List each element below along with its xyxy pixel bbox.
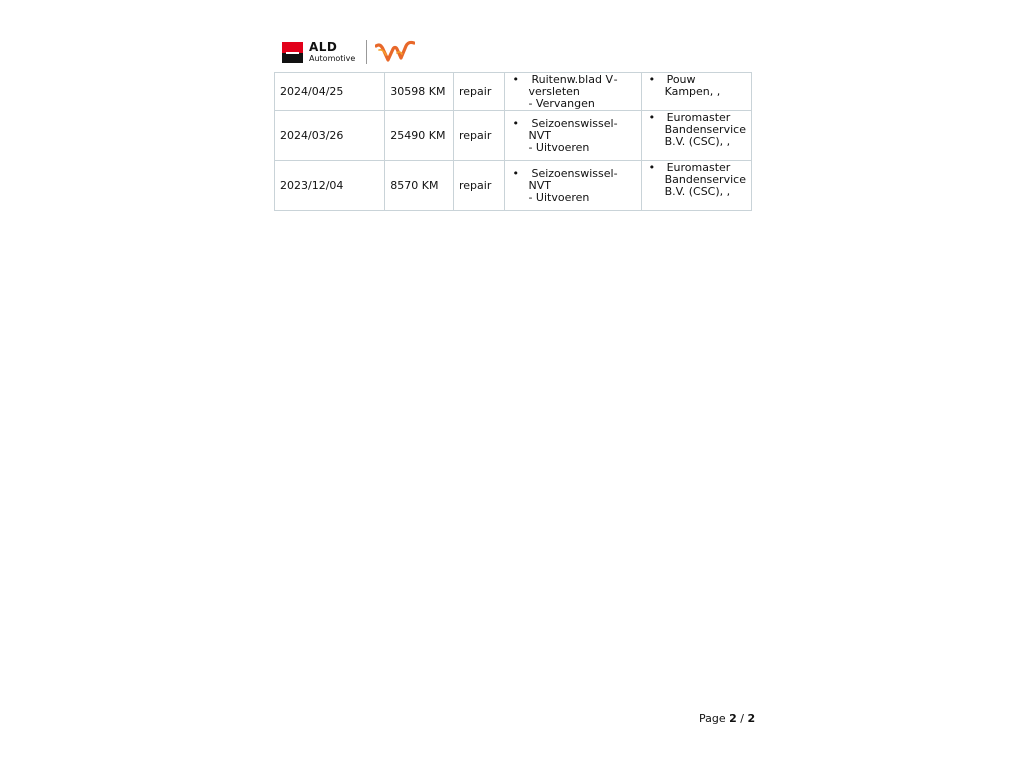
bullet-icon: • [648,111,656,124]
mileage-cell: 30598 KM [385,73,454,111]
maintenance-history-table [274,72,752,211]
work-action: - Vervangen [528,96,595,110]
work-cell [505,73,641,111]
date-cell: 2023/12/04 [275,161,385,211]
table-row [275,73,752,111]
supplier-line: B.V. (CSC), , [664,135,731,148]
date-cell: 2024/04/25 [275,73,385,111]
bullet-icon: • [512,116,519,130]
bullet-icon: • [648,73,656,86]
total-pages: 2 [747,712,756,725]
work-action: - Uitvoeren [528,140,590,154]
work-item: Seizoenswissel [531,166,614,180]
table-row [275,161,752,211]
bullet-icon: • [648,161,656,174]
mileage-cell: 25490 KM [385,111,454,161]
supplier-line: Bandenservice [664,173,746,186]
bullet-icon: • [512,166,519,180]
supplier-cell [641,73,751,111]
work-detail: NVT [528,128,551,142]
bullet-icon: • [512,72,519,86]
supplier-line: Bandenservice [664,123,746,136]
work-item: Seizoenswissel [531,116,614,130]
page-separator: / [740,712,745,725]
ald-logo-mark [282,42,303,63]
supplier-line: Euromaster [666,161,731,174]
page-number [699,712,755,725]
work-cell [505,111,641,161]
work-detail: NVT [528,178,551,192]
supplier-line: Euromaster [666,111,731,124]
supplier-cell [641,111,751,161]
ald-logo-text: ALD [309,40,338,54]
work-separator: - [613,116,618,130]
date-cell: 2024/03/26 [275,111,385,161]
supplier-cell [641,161,751,211]
table-row [275,111,752,161]
work-action: - Uitvoeren [528,190,590,204]
company-logo [282,40,422,66]
type-cell: repair [454,111,505,161]
page-label: Page [699,712,726,725]
work-detail: versleten [528,84,580,98]
supplier-line: Pouw [666,73,696,86]
type-cell: repair [454,161,505,211]
logo-divider [366,40,367,64]
ald-logo-subtitle: Automotive [309,54,356,63]
type-cell: repair [454,73,505,111]
work-cell [505,161,641,211]
work-separator: - [613,72,618,86]
work-item: Ruitenw.blad V [531,72,613,86]
work-separator: - [613,166,618,180]
w-wave-logo-icon [375,40,415,64]
current-page: 2 [729,712,737,725]
mileage-cell: 8570 KM [385,161,454,211]
supplier-line: Kampen, , [664,85,721,98]
supplier-line: B.V. (CSC), , [664,185,731,198]
